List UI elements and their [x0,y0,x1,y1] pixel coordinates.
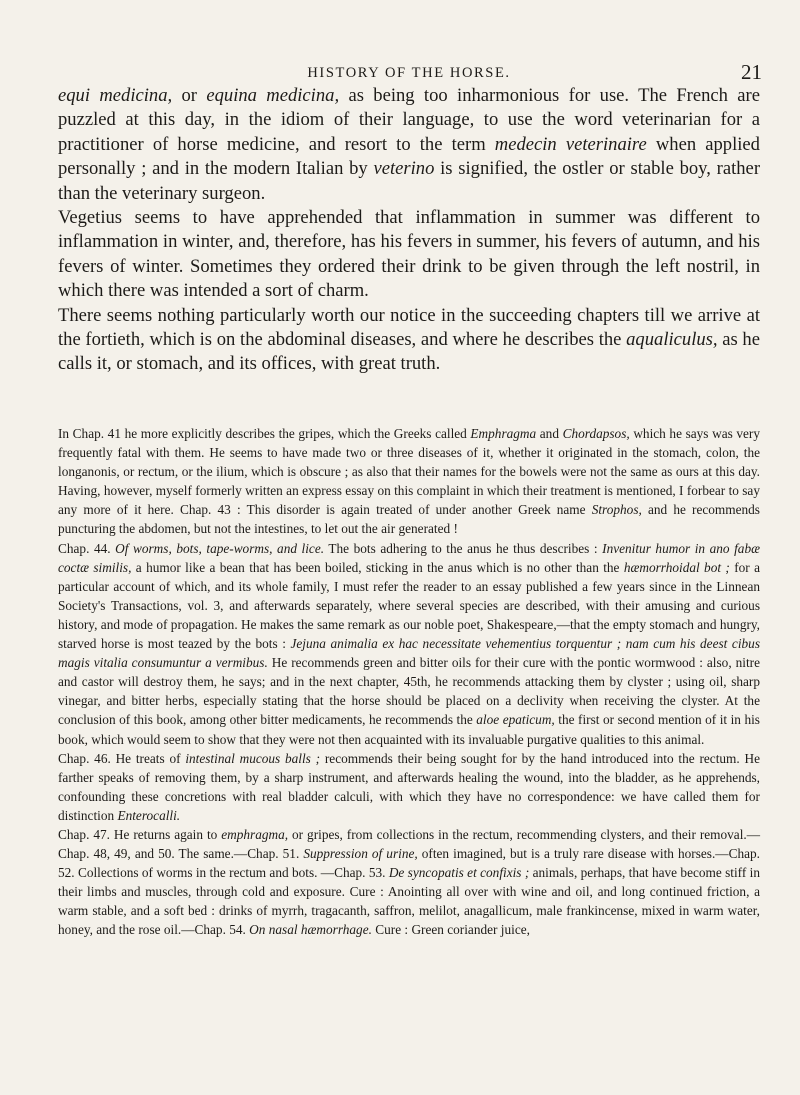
text-run: and he recommends puncturing the abdomen, but not the intestines, to let out the air generated ! [58,502,760,537]
text-run: as being too inharmonious for use. The French are puzzled at this day, in the idiom of their language, to use the word veterinarian for a practitioner of horse medicine, and resort to the term [58,85,761,155]
text-run: Cure : Green coriander juice, [371,922,530,938]
text-run: which he says was very frequently fatal with them. He seems to have made two or three diseases of it, whether it originated in the stomach, colon, the longanonis, or rectum, or the ilium, which is obscure ; as also that their names for the bowels were not the same as ours at this day. Having, however, myself formerly written an express essay on this complaint in which their treatment is mentioned, I forbear to say any more of it here. Chap. 43 : This disorder is again treated of under another Greek name [58,426,761,518]
text-run: Chap. 46. He treats of [58,750,186,766]
text-run: In Chap. 41 he more explicitly describes the gripes, which the Greeks called [58,426,471,441]
italic-phrase: intestinal mucous balls ; [185,750,321,766]
text-run: as he calls it, or stomach, and its offices, with great truth. [58,329,760,375]
text-run: Chap. 47. He returns again to [58,826,222,842]
paragraph-chap-47 [58,825,760,940]
italic-phrase: aloe epaticum, [476,712,555,728]
paragraph-chap-41 [58,424,760,539]
italic-phrase: equina medicina, [206,85,340,106]
italic-phrase: hæmorrhoidal bot ; [623,559,730,575]
italic-phrase: Chordapsos, [562,426,630,441]
note-text [58,424,760,940]
text-run: The bots adhering to the anus he thus describes : [324,540,603,556]
italic-phrase: Jejuna animalia ex hac necessitate vehementius torquentur ; nam cum his deest cibus magis vitalia consumuntur a vermibus. [58,636,760,671]
italic-phrase: emphragma, [221,826,289,842]
italic-phrase: On nasal hæmorrhage. [249,922,372,938]
italic-phrase: Strophos, [591,502,642,518]
paragraph-chap-46 [58,749,760,825]
italic-phrase: Suppression of urine, [303,846,418,862]
text-run: for a particular account of which, and its whole family, I must refer the reader to an essay published a few years since in the Linnean Society's Transactions, vol. 3, and afterwards separately, where several species are described, with their amusing and curious history, and mode of propagation. He makes the same remark as our noble poet, Shakespeare,—that the empty stomach and hungry, starved horse is most teazed by the bots : [58,559,760,652]
italic-phrase: medecin veterinaire [494,133,647,155]
paragraph-vegetius: Vegetius seems to have apprehended that inflammation in summer was different to inflammation in winter, and, therefore, has his fevers in summer, his fevers of autumn, and his fevers of winter. Sometimes they ordered their drink to be given through the left nostril, in which there was intended a sort of charm. [58,207,760,302]
italic-phrase: equi medicina, [58,85,173,106]
text-run: often imagined, but is a truly rare disease with horses.—Chap. 52. Collections of worms in the rectum and bots. —Chap. 53. [58,846,760,881]
main-text [58,84,760,377]
italic-phrase: veterino [373,158,435,180]
text-run: recommends their being sought for by the hand introduced into the rectum. He farther speaks of removing them, by a sharp instrument, and afterwards healing the wound, into the bladder, as he apprehends, confounding these concretions with real bladder calculi, with which they have no correspondence: we have called them for distinction [58,750,760,823]
text-run: There seems nothing particularly worth our notice in the succeeding chapters till we arrive at the fortieth, which is on the abdominal diseases, and where he describes the [58,304,760,351]
text-run: the first or second mention of it in his book, which would seem to show that they were not then acquainted with its invaluable purgative qualities to this animal. [58,712,760,747]
paragraph-chap-44 [58,539,760,749]
text-run: when applied personally ; and in the modern Italian by [58,133,760,180]
text-run: He recommends green and bitter oils for their cure with the pontic wormwood : also, nitre and castor will destroy them, he says; and in the next chapter, 45th, he recommends attacking them by clyster ; using oil, sharp vinegar, and bitter herbs, especially stating that the horse should be placed on a declivity when receiving the clyster. At the conclusion of this book, among other bitter medicaments, he recommends the [58,655,760,728]
italic-phrase: Enterocalli. [117,807,181,823]
running-head-title: HISTORY OF THE HORSE. [307,65,511,81]
italic-phrase: Invenitur humor in ano fabæ coctæ similis, [58,540,760,575]
text-run: Chap. 44. [58,540,116,556]
text-run: and [536,426,563,441]
running-head [58,62,760,86]
italic-phrase: aqualiculus, [626,329,718,351]
paragraph-equi-medicina [58,84,760,206]
italic-phrase: Of worms, bots, tape-worms, and lice. [115,540,325,556]
paragraph-abdominal [58,304,760,377]
page-number: 21 [741,60,762,84]
italic-phrase: De syncopatis et confixis ; [388,865,530,881]
text-run: is signified, the ostler or stable boy, rather than the veterinary surgeon. [58,158,761,204]
text-run: or gripes, from collections in the rectum, recommending clysters, and their removal.—Chap. 48, 49, and 50. The same.—Chap. 51. [58,826,761,862]
text-run: animals, perhaps, that have become stiff in their limbs and muscles, through cold and exposure. Cure : Anointing all over with wine and oil, and long continued friction, a warm stable, and a soft bed : drinks of myrrh, tragacanth, saffron, melilot, anagallicum, male frankincense, mixed in warm water, honey, and the rose oil.—Chap. 54. [58,865,760,938]
italic-phrase: Emphragma [470,426,537,441]
text-run: or [172,85,207,106]
text-run: a humor like a bean that has been boiled, sticking in the anus which is no other than the [131,559,624,575]
